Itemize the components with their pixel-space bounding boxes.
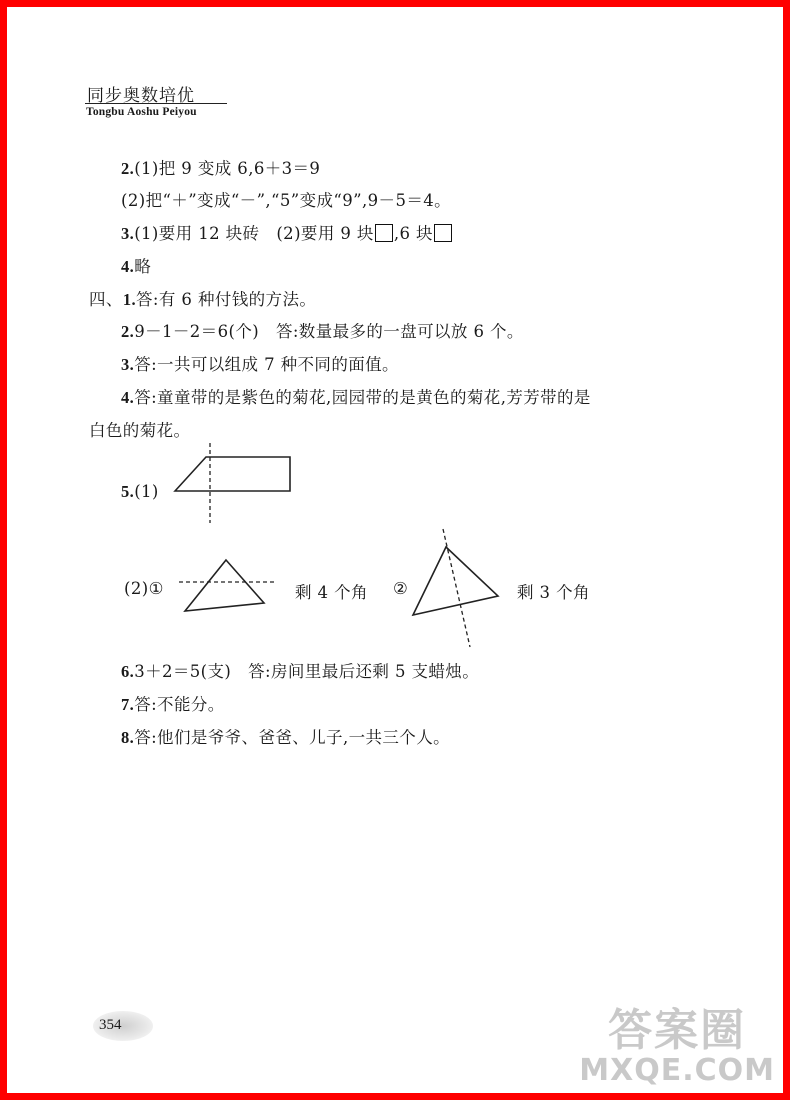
section-4-answer-4-cont: 白色的菊花。 <box>89 421 191 440</box>
trapezoid-shape <box>175 457 290 491</box>
section-4-answer-5-2-label-1: (2)① <box>124 579 164 598</box>
book-title: 同步奥数培优 <box>87 86 195 106</box>
section-4-answer-2: 2.9－1－2＝6(个) 答:数量最多的一盘可以放 6 个。 <box>121 322 524 341</box>
section-4-answer-8: 8.答:他们是爷爷、爸爸、儿子,一共三个人。 <box>121 728 450 747</box>
answer-2-2: (2)把“＋”变成“－”,“5”变成“9”,9－5＝4。 <box>121 191 452 210</box>
answer-3: 3.(1)要用 12 块砖 (2)要用 9 块 ,6 块 <box>121 220 453 244</box>
section-4-answer-3: 3.答:一共可以组成 7 种不同的面值。 <box>121 355 399 374</box>
triangle-shape-2 <box>413 547 498 615</box>
section-4-answer-5-1: 5.(1) <box>121 482 159 501</box>
watermark-logo-text: 答案圈 <box>608 1005 747 1056</box>
section-4-answer-5-2-label-2: ② <box>393 579 409 598</box>
page-number: 354 <box>99 1017 122 1033</box>
answer-2-1: 2.(1)把 9 变成 6,6＋3＝9 <box>121 159 321 178</box>
section-4-answer-7: 7.答:不能分。 <box>121 695 225 714</box>
watermark <box>579 1007 775 1087</box>
section-4-answer-4: 4.答:童童带的是紫色的菊花,园园带的是黄色的菊花,芳芳带的是 <box>121 388 591 407</box>
document-page <box>7 7 783 1093</box>
section-4-answer-5-2-result-2: 剩 3 个角 <box>517 583 590 602</box>
geometry-figures <box>7 7 783 1093</box>
watermark-site: MXQE.COM <box>579 1053 775 1088</box>
section-4-answer-5-2-result-1: 剩 4 个角 <box>295 583 368 602</box>
section-4-answer-6: 6.3＋2＝5(支) 答:房间里最后还剩 5 支蜡烛。 <box>121 662 480 681</box>
answer-4: 4.略 <box>121 257 152 276</box>
book-title-pinyin: Tongbu Aoshu Peiyou <box>86 106 197 118</box>
section-4-answer-1: 四、1.答:有 6 种付钱的方法。 <box>89 290 317 309</box>
triangle-shape-1 <box>185 560 264 611</box>
triangle-2-cut-line <box>443 529 470 647</box>
